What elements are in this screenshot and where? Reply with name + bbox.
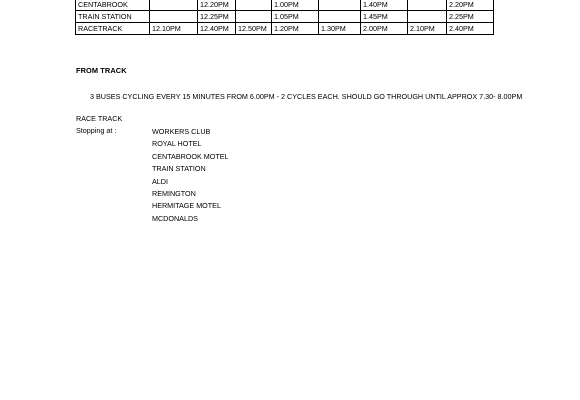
time-cell: 2.25PM	[447, 11, 494, 23]
bus-timetable	[75, 0, 494, 35]
stop-name-cell: CENTABROOK	[76, 0, 150, 11]
route-label: RACE TRACK	[76, 114, 123, 123]
stop-item: ROYAL HOTEL	[152, 139, 202, 149]
timetable-row	[76, 23, 494, 35]
stop-item: REMINGTON	[152, 188, 196, 198]
stop-name-cell: TRAIN STATION	[76, 11, 150, 23]
stop-item: TRAIN STATION	[152, 164, 206, 174]
time-cell	[236, 0, 272, 11]
time-cell: 1.45PM	[361, 11, 408, 23]
stopping-at-label: Stopping at :	[76, 126, 117, 135]
time-cell: 1.05PM	[272, 11, 319, 23]
time-cell: 12.20PM	[198, 0, 236, 11]
time-cell: 1.00PM	[272, 0, 319, 11]
time-cell: 2.40PM	[447, 23, 494, 35]
time-cell: 2.00PM	[361, 23, 408, 35]
time-cell: 2.20PM	[447, 0, 494, 11]
from-track-heading: FROM TRACK	[76, 66, 127, 75]
stops-list	[152, 126, 229, 225]
time-cell	[236, 11, 272, 23]
stop-name-cell: RACETRACK	[76, 23, 150, 35]
stop-item: CENTABROOK MOTEL	[152, 151, 229, 161]
time-cell	[408, 0, 447, 11]
stop-item: WORKERS CLUB	[152, 127, 211, 136]
time-cell	[319, 11, 361, 23]
time-cell: 12.25PM	[198, 11, 236, 23]
stop-item: ALDI	[152, 176, 168, 186]
time-cell: 1.40PM	[361, 0, 408, 11]
time-cell: 1.20PM	[272, 23, 319, 35]
time-cell: 12.50PM	[236, 23, 272, 35]
timetable-row	[76, 11, 494, 23]
stop-item: MCDONALDS	[152, 213, 198, 223]
service-info: 3 BUSES CYCLING EVERY 15 MINUTES FROM 6.00PM - 2 CYCLES EACH. SHOULD GO THROUGH UNTIL APPROX 7.30- 8.00PM	[90, 92, 523, 101]
time-cell	[408, 11, 447, 23]
timetable-row	[76, 0, 494, 11]
time-cell	[319, 0, 361, 11]
stop-item: HERMITAGE MOTEL	[152, 201, 221, 211]
time-cell: 1.30PM	[319, 23, 361, 35]
time-cell: 12.40PM	[198, 23, 236, 35]
time-cell: 2.10PM	[408, 23, 447, 35]
time-cell	[150, 11, 198, 23]
timetable-body	[76, 0, 494, 35]
time-cell	[150, 0, 198, 11]
time-cell: 12.10PM	[150, 23, 198, 35]
